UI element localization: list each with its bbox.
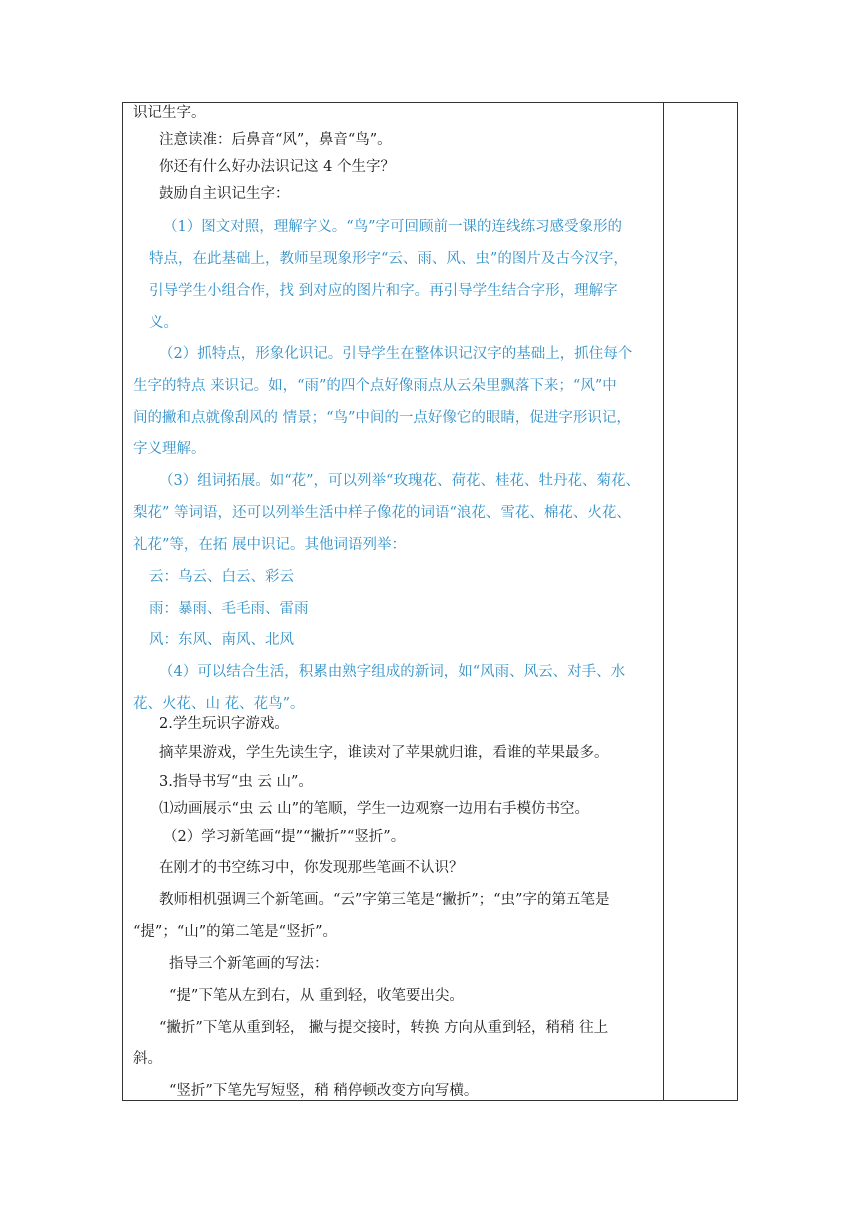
lesson-plan-table <box>122 102 738 1101</box>
text-line: （2）抓特点，形象化识记。引导学生在整体识记汉字的基础上，抓住每个 <box>159 346 633 362</box>
text-line: 雨：暴雨、毛毛雨、雷雨 <box>149 601 309 617</box>
text-line: 风：东风、南风、北风 <box>149 632 294 648</box>
lesson-content-cell <box>123 103 663 1100</box>
text-line: 指导三个新笔画的写法： <box>169 956 329 972</box>
text-line: 特点，在此基础上，教师呈现象形字“云、雨、风、虫”的图片及古今汉字， <box>149 251 628 267</box>
text-line: 斜。 <box>133 1051 162 1067</box>
text-line: 识记生字。 <box>133 105 206 121</box>
text-line: 义。 <box>149 315 178 331</box>
text-line: 摘苹果游戏，学生先读生字，谁读对了苹果就归谁，看谁的苹果最多。 <box>159 745 609 761</box>
text-line: 间的撇和点就像刮风的 情景；“鸟”中间的一点好像它的眼睛，促进字形识记， <box>133 410 631 426</box>
column-divider <box>663 103 664 1100</box>
text-line: “提”下笔从左到右，从 重到轻，收笔要出尖。 <box>169 988 464 1004</box>
text-line: 梨花” 等词语，还可以列举生活中样子像花的词语“浪花、雪花、棉花、火花、 <box>133 505 631 521</box>
text-line: 鼓励自主识记生字： <box>159 186 290 202</box>
text-line: 注意读准：后鼻音“风”，鼻音“鸟”。 <box>159 132 392 148</box>
text-line: 字义理解。 <box>133 441 206 457</box>
text-line: 2.学生玩识字游戏。 <box>159 716 289 732</box>
text-line: 生字的特点 来识记。如，“雨”的四个点好像雨点从云朵里飘落下来；“风”中 <box>133 378 617 394</box>
text-line: “提”；“山”的第二笔是“竖折”。 <box>133 924 337 940</box>
text-line: 3.指导书写“虫 云 山”。 <box>159 774 313 790</box>
text-line: 在刚才的书空练习中，你发现那些笔画不认识？ <box>159 860 464 876</box>
text-line: 花、火花、山 花、花鸟”。 <box>133 696 305 712</box>
text-line: 你还有什么好办法识记这 4 个生字？ <box>159 159 395 175</box>
text-line: 引导学生小组合作，找 到对应的图片和字。再引导学生结合字形，理解字 <box>149 283 618 299</box>
text-line: （3）组词拓展。如“花”，可以列举“玫瑰花、荷花、桂花、牡丹花、菊花、 <box>159 473 640 489</box>
text-line: “竖折”下笔先写短竖，稍 稍停顿改变方向写横。 <box>169 1083 479 1099</box>
text-line: （2）学习新笔画“提”“撇折”“竖折”。 <box>163 829 406 845</box>
text-line: “撇折”下笔从重到轻， 撇与提交接时，转换 方向从重到轻，稍稍 往上 <box>159 1020 609 1036</box>
text-line: （4）可以结合生活，积累由熟字组成的新词，如“风雨、风云、对手、水 <box>159 664 626 680</box>
text-line: 礼花”等，在拓 展中识记。其他词语列举： <box>133 537 407 553</box>
text-line: ⑴动画展示“虫 云 山”的笔顺，学生一边观察一边用右手模仿书空。 <box>159 801 590 817</box>
text-line: 教师相机强调三个新笔画。“云”字第三笔是“撇折”；“虫”字的第五笔是 <box>159 892 610 908</box>
text-line: （1）图文对照，理解字义。“鸟”字可回顾前一课的连线练习感受象形的 <box>163 219 623 235</box>
text-line: 云：乌云、白云、彩云 <box>149 569 294 585</box>
